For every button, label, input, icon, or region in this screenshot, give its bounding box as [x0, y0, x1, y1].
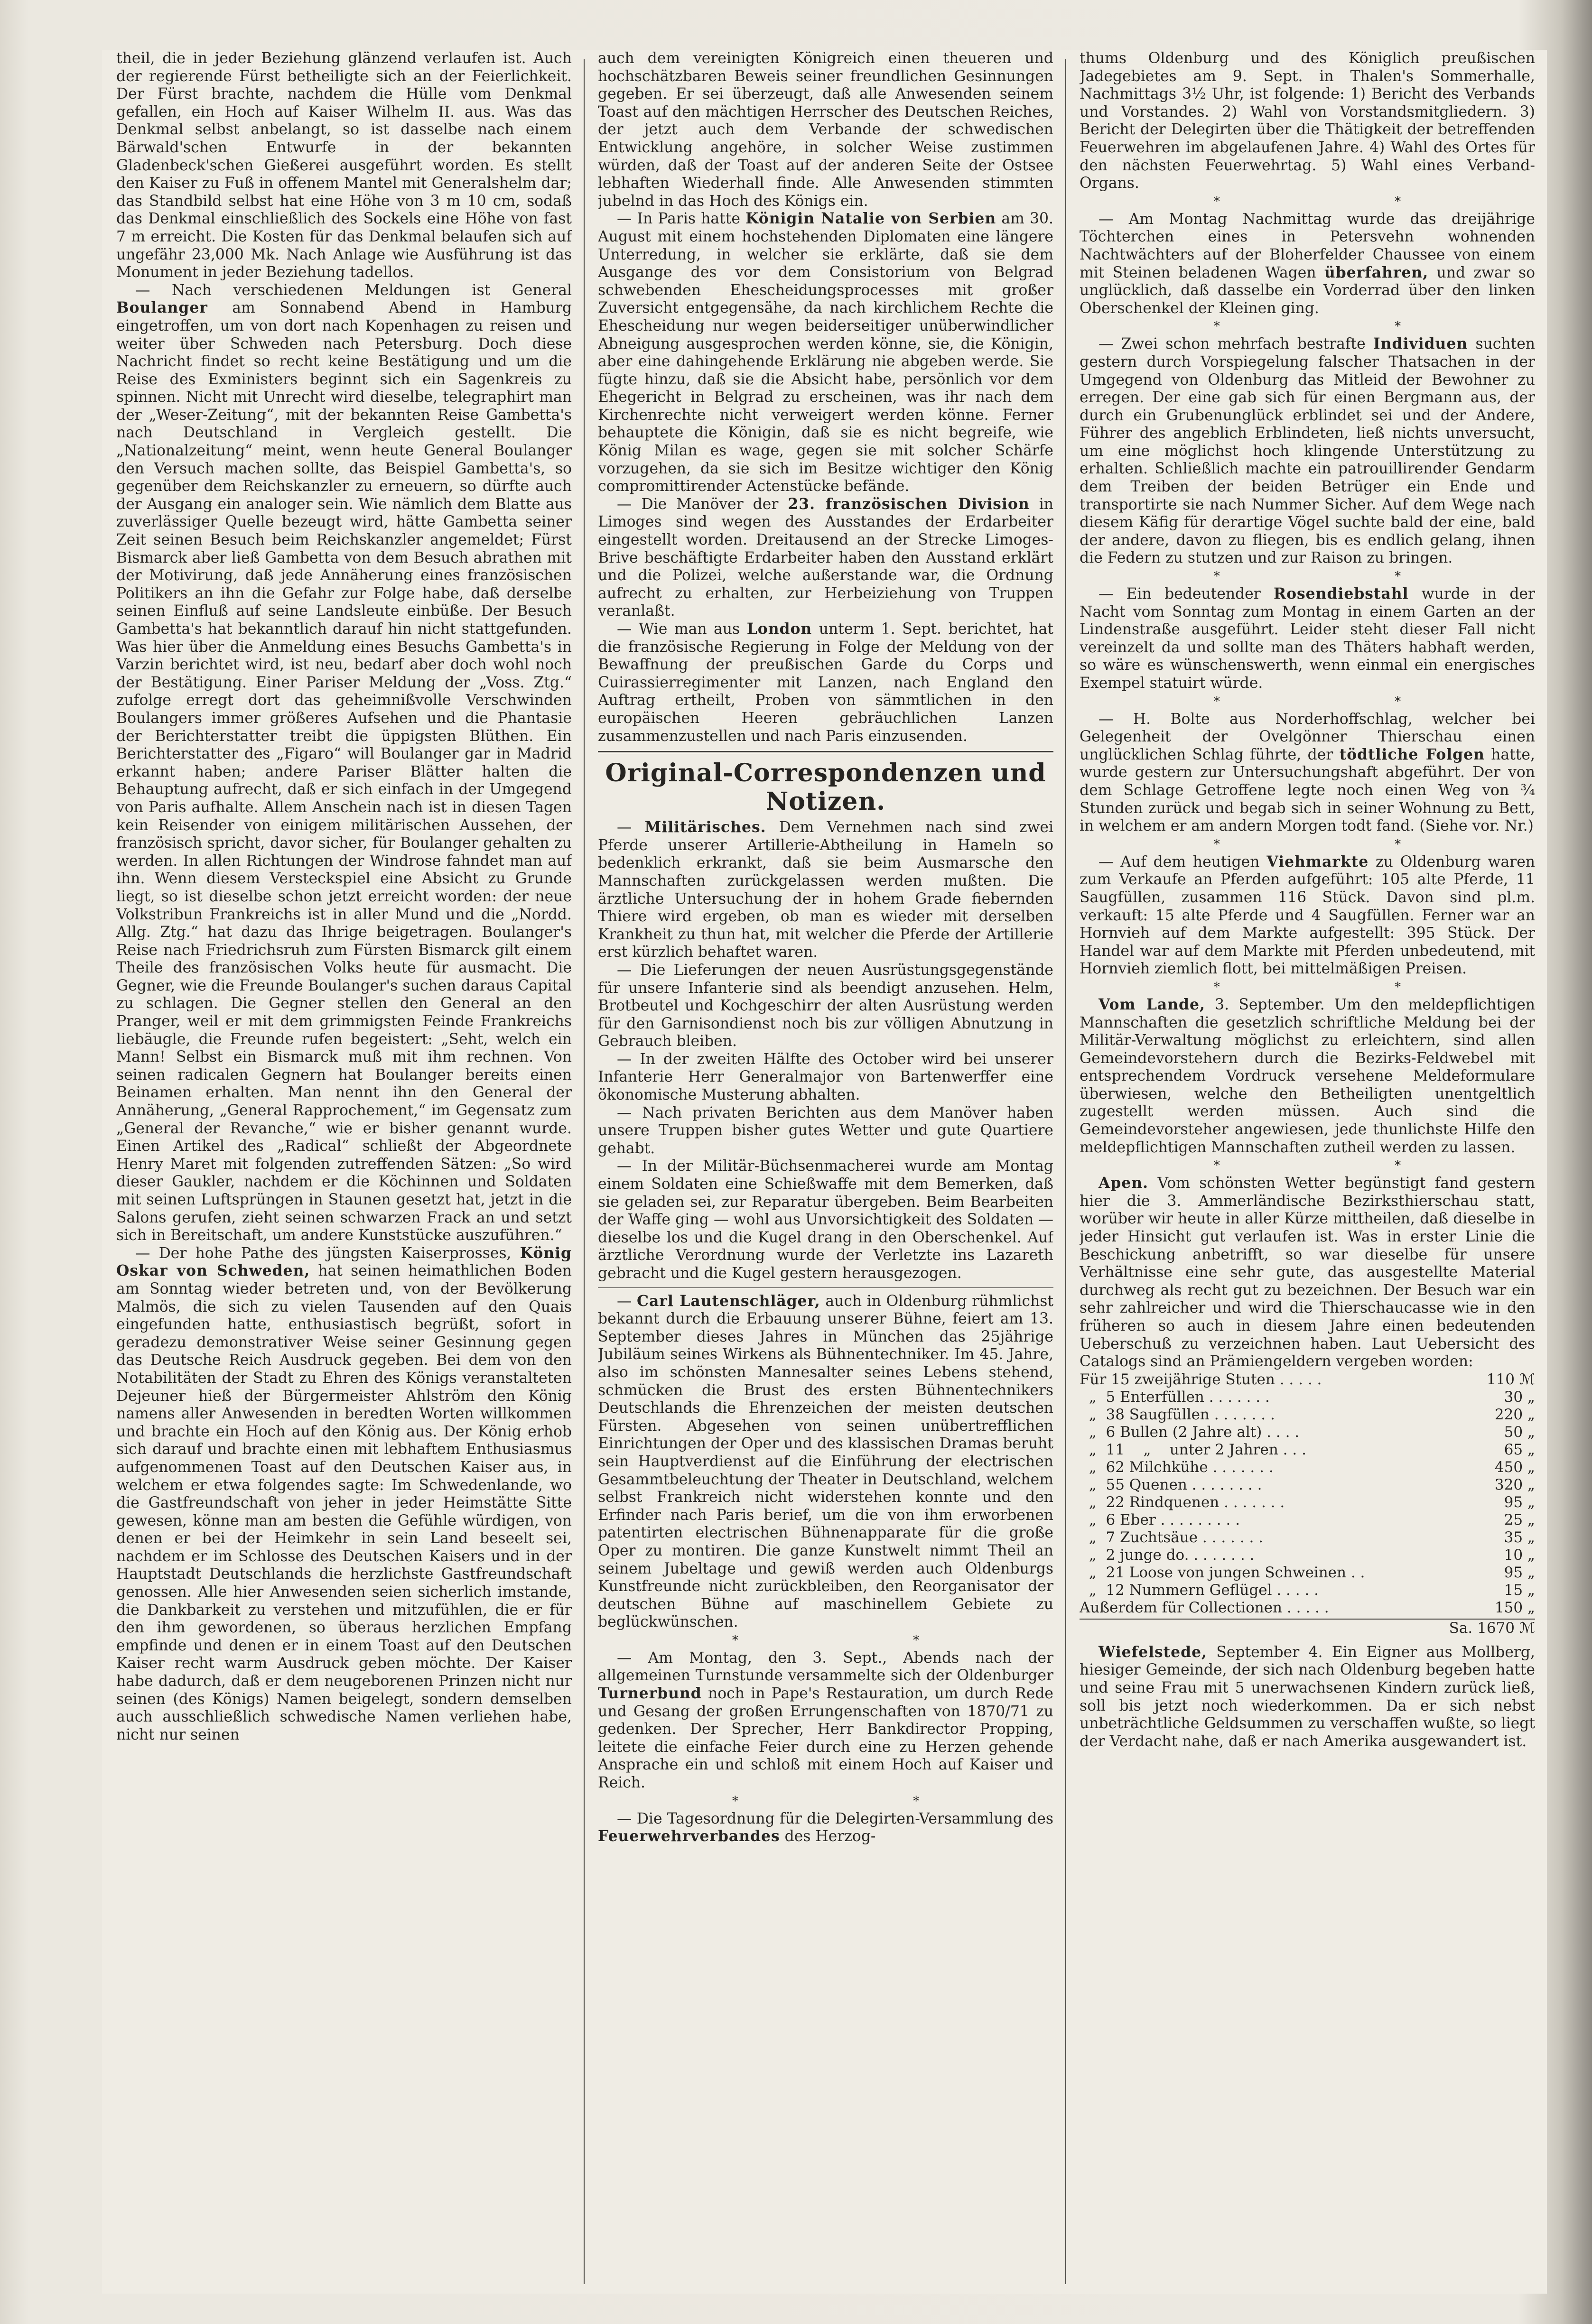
star-separator: * *	[1213, 694, 1487, 709]
article-boulanger	[116, 282, 572, 1245]
prize-row	[1080, 1406, 1535, 1424]
article-text: — In der zweiten Hälfte des October wird bei unserer Infanterie Herr Generalmajor von Bartenwerffer eine ökonomische Musterung abhalten.	[598, 1050, 1053, 1104]
article-text: — Zwei schon mehrfach bestrafte	[1099, 335, 1373, 353]
article-keyword: Königin Natalie von Serbien	[745, 210, 996, 228]
article-text: unterm 1. Sept. berichtet, hat die französische Regierung in Folge der Meldung von der Bewaffnung der preußischen Garde du Corps und Cuirassierregimenter mit Lanzen, nach England den Auftrag ertheilt, Proben von sämmtlichen in den europäischen Heeren gebräuchlichen Lanzen zusammenzustellen und nach Paris einzusenden.	[598, 620, 1053, 745]
article-text: hat seinen heimathlichen Boden am Sonntag wieder betreten und, von der Bevölkerung Malmös, die sich zu vielen Tausenden auf den Quais eingefunden hatte, enthusiastisch begrüßt, sofort in geradezu demonstrativer Weise seiner Gesinnung gegen das Deutsche Reich Ausdruck gegeben. Bei dem von den Notabilitäten der Stadt zu Ehren des Königs veranstalteten Dejeuner hieß der Bürgermeister Ahlström den König namens aller Anwesenden in beredten Worten willkommen und brachte ein Hoch auf den König aus. Der König erhob sich darauf und brachte einen mit lebhaftem Enthusiasmus aufgenommenen Toast auf den Deutschen Kaiser aus, in welchem er etwa folgendes sagte: Im Schwedenlande, wo die Gastfreundschaft von jeher in jeder Heimstätte Sitte gewesen, könne man am besten die Gefühle würdigen, von denen er bei der Heimkehr in sein Land beseelt sei, nachdem er im Schlosse des Deutschen Kaisers und in der Hauptstadt Deutschlands die herzlichste Gastfreundschaft genossen. Alle hier Anwesenden seien sicherlich imstande, die Dankbarkeit zu verstehen und mitzufühlen, die er für den ihm gewordenen, so überaus herzlichen Empfang empfinde und denen er in einem Toast auf den Deutschen Kaiser recht warm Ausdruck geben möchte. Der Kaiser habe dadurch, daß er dem neugeborenen Prinzen nicht nur seinen (des Königs) Namen beigelegt, sondern demselben auch ausschließlich schwedische Namen verliehen habe, nicht nur seinen	[116, 1262, 572, 1743]
article-text: — Nach privaten Berichten aus dem Manöver haben unsere Truppen bisher gutes Wetter und gute Quartiere gehabt.	[598, 1104, 1053, 1157]
prize-value: 50 „	[1504, 1423, 1535, 1441]
article-turnerbund	[598, 1649, 1053, 1792]
prize-label: „ 12 Nummern Geflügel . . . . .	[1080, 1581, 1319, 1599]
prize-row	[1080, 1546, 1535, 1564]
star-separator: * *	[1213, 194, 1487, 209]
star-separator: * *	[1213, 569, 1487, 584]
prize-label: „ 6 Bullen (2 Jahre alt) . . . .	[1080, 1423, 1300, 1441]
star-separator: * *	[732, 1794, 1005, 1808]
prize-label: „ 7 Zuchtsäue . . . . . . .	[1080, 1528, 1264, 1546]
article-keyword: Viehmarkte	[1266, 853, 1369, 870]
article-text: theil, die in jeder Beziehung glänzend verlaufen ist. Auch der regierende Fürst betheiligte sich an der Feierlichkeit. Der Fürst brachte, nachdem die Hülle vom Denkmal gefallen, ein Hoch auf Kaiser Wilhelm II. aus. Was das Denkmal selbst anbelangt, so ist dasselbe nach einem Bärwald'schen Entwurfe in der bekannten Gladenbeck'schen Gießerei ausgeführt worden. Es stellt den Kaiser zu Fuß in offenem Mantel mit Generalshelm dar; das Standbild selbst hat eine Höhe von 3 m 10 cm, sodaß das Denkmal einschließlich des Sockels eine Höhe von fast 7 m erreicht. Die Kosten für das Denkmal belaufen sich auf ungefähr 23,000 Mk. Nach Anlage wie Ausführung ist das Monument in jeder Beziehung tadellos.	[116, 50, 572, 281]
prize-row	[1080, 1511, 1535, 1529]
article-keyword: König Oskar von Schweden,	[116, 1244, 572, 1280]
star-separator: * *	[1213, 1158, 1487, 1173]
article-natalie	[598, 210, 1053, 496]
prize-value: 10 „	[1504, 1546, 1535, 1564]
article-text: und zwar so unglücklich, daß dasselbe ein Vorderrad über den linken Oberschenkel der Kleinen ging.	[1080, 264, 1535, 317]
article-text: wurde in der Nacht vom Sonntag zum Montag in einem Garten an der Lindenstraße ausgeführt. Leider steht dieser Fall nicht vereinzelt da und sollte man des Thäters habhaft werden, so wäre es wünschenswerth, wenn einmal ein energisches Exempel statuirt würde.	[1080, 585, 1535, 692]
prize-row	[1080, 1441, 1535, 1459]
article-text: — Der hohe Pathe des jüngsten Kaiserprosses,	[135, 1244, 520, 1262]
article-individuen	[1080, 335, 1535, 567]
article-keyword: Carl Lautenschläger,	[636, 1292, 820, 1310]
article-text: zu Oldenburg waren zum Verkaufe an Pferden aufgeführt: 105 alte Pferde, 11 Saugfüllen, zusammen 116 Stück. Davon sind pl.m. verkauft: 15 alte Pferde und 4 Saugfüllen. Ferner war an Hornvieh auf dem Markte aufgestellt: 395 Stück. Der Handel war auf dem Markte mit Pferden unbedeutend, mit Hornvieh ziemlich flott, bei mittelmäßigen Preisen.	[1080, 853, 1535, 978]
column-1	[116, 50, 572, 2294]
article-text: — Am Montag Nachmittag wurde das dreijährige Töchterchen eines in Petersvehn wohnenden Nachtwächters auf der Bloherfelder Chaussee von einem mit Steinen beladenen Wagen	[1080, 210, 1535, 281]
section-heading: Original-Correspondenzen und Notizen.	[605, 759, 1046, 816]
prize-value: 30 „	[1504, 1388, 1535, 1406]
prize-value: 220 „	[1494, 1406, 1535, 1423]
article-text: in Limoges sind wegen des Ausstandes der Erdarbeiter eingestellt worden. Dreitausend an der Strecke Limoges-Brive beschäftigte Erdarbeiter haben den Ausstand erklärt und die Polizei, welche außerstande war, die Ordnung aufrecht zu erhalten, zur Herbeiziehung von Truppen veranlaßt.	[598, 495, 1053, 620]
star-separator: * *	[1213, 319, 1487, 334]
article-keyword: Rosendiebstahl	[1273, 585, 1409, 603]
prize-value: 95 „	[1504, 1564, 1535, 1581]
article-text: September 4. Ein Eigner aus Mollberg, hiesiger Gemeinde, der sich nach Oldenburg begeben hatte und seine Frau mit 5 unerwachsenen Kindern zurück ließ, soll bis jetzt noch wiederkommen. Da er sich nebst unbeträchtliche Geldsummen zu verschaffen wußte, so liegt der Verdacht nahe, daß er nach Amerika ausgewandert ist.	[1080, 1643, 1535, 1750]
article-keyword: Boulanger	[116, 299, 208, 317]
article-text: — Die Manöver der	[617, 495, 788, 513]
article-london	[598, 620, 1053, 745]
star-separator: * *	[1213, 837, 1487, 852]
article-text: — In der Militär-Büchsenmacherei wurde am Montag einem Soldaten eine Schießwaffe mit dem Bemerken, daß sie geladen sei, zur Reparatur übergeben. Beim Bearbeiten der Waffe ging — wohl aus Unvorsichtigkeit des Soldaten — dieselbe los und die Kugel drang in den Oberschenkel. Auf ärztliche Verordnung wurde der Verletzte ins Lazareth gebracht und die Kugel gestern herausgezogen.	[598, 1157, 1053, 1282]
star-separator: * *	[1213, 980, 1487, 994]
article-division	[598, 496, 1053, 620]
article-keyword: tödtliche Folgen	[1339, 746, 1485, 763]
article-ueberfahren	[1080, 211, 1535, 318]
prize-label: „ 22 Rindquenen . . . . . . .	[1080, 1493, 1285, 1511]
article-text: — Die Tagesordnung für die Delegirten-Versammlung des	[617, 1810, 1053, 1827]
prize-label: „ 62 Milchkühe . . . . . . .	[1080, 1458, 1274, 1476]
prize-value: 25 „	[1504, 1511, 1535, 1528]
article-text: noch in Pape's Restauration, um durch Rede und Gesang der großen Errungenschaften von 1870/71 zu gedenken. Der Sprecher, Herr Bankdirector Propping, leitete die einfache Feier durch eine zu Herzen gehende Ansprache ein und schloß mit einem Hoch auf Kaiser und Reich.	[598, 1685, 1053, 1792]
article-text: Dem Vernehmen nach sind zwei Pferde unserer Artillerie-Abtheilung in Hameln so bedenklich erkrankt, daß sie beim Ausmarsche den Mannschaften zurückgelassen werden mußten. Die ärztliche Untersuchung der in hohem Grade fiebernden Thiere wird ergeben, ob man es wieder mit derselben Krankheit zu thun hat, mit welcher die Pferde der Artillerie erst kürzlich behaftet waren.	[598, 819, 1053, 961]
article-text: suchten gestern durch Vorspiegelung falscher Thatsachen in der Umgegend von Oldenburg das Mitleid der Bewohner zu erregen. Der eine gab sich für einen Bergmann aus, der durch ein Grubenunglück erblindet sei und der Andere, Führer des angeblich Erblindeten, ließ nichts unversucht, um eine möglichst hoch klingende Unterstützung zu erhalten. Schließlich machte ein patrouillirender Gendarm dem Treiben der beiden Betrüger ein Ende und transportirte sie nach Nummer Sicher. Auf dem Wege nach diesem Käfig für derartige Vögel suchte bald der eine, bald der andere, davon zu fliegen, bis es endlich gelang, ihnen die Federn zu stutzen und zur Raison zu bringen.	[1080, 335, 1535, 567]
article-keyword: London	[746, 620, 812, 638]
newspaper-page	[102, 50, 1547, 2294]
article-wiefelstede	[1080, 1644, 1535, 1751]
article-lautenschlaeger	[598, 1293, 1053, 1631]
article-keyword: Individuen	[1373, 335, 1468, 353]
prize-row	[1080, 1476, 1535, 1494]
article-viehmarkt	[1080, 853, 1535, 978]
prize-row	[1080, 1494, 1535, 1511]
column-3	[1080, 50, 1535, 2294]
article-keyword: 23. französischen Division	[788, 495, 1030, 513]
prize-value: 150 „	[1494, 1599, 1535, 1616]
article-text: 3. September. Um den meldepflichtigen Mannschaften die gesetzlich schriftliche Meldung bei der Militär-Verwaltung möglichst zu erleichtern, sind allen Gemeindevorstehern durch die Bezirks-Feldwebel mit entsprechendem Vordruck versehene Meldeformulare überwiesen, welche den Betheiligten unentgeltlich zugestellt werden müssen. Auch sind die Gemeindevorsteher angewiesen, jede thunlichste Hilfe den meldepflichtigen Mannschaften zutheil werden zu lassen.	[1080, 996, 1535, 1156]
prize-row	[1080, 1529, 1535, 1546]
prize-row	[1080, 1582, 1535, 1599]
article-text: — Die Lieferungen der neuen Ausrüstungsgegenstände für unsere Infanterie sind als beendigt anzusehen. Helm, Brotbeutel und Kochgeschirr der alten Ausrüstung werden für den Garnisondienst noch bis zur völligen Abnutzung in Gebrauch bleiben.	[598, 961, 1053, 1050]
article-keyword: überfahren,	[1324, 264, 1429, 281]
prize-value: 95 „	[1504, 1493, 1535, 1511]
article-text: — Am Montag, den 3. Sept., Abends nach der allgemeinen Turnstunde versammelte sich der Oldenburger	[598, 1649, 1053, 1685]
prize-row	[1080, 1389, 1535, 1406]
article-text: — Nach verschiedenen Meldungen ist General	[135, 281, 572, 299]
article-feuerwehr	[598, 1810, 1053, 1846]
article-text: auch dem vereinigten Königreich einen theueren und hochschätzbaren Beweis seiner freundlichen Gesinnungen gegeben. Er sei überzeugt, daß alle Anwesenden seinem Toast auf den mächtigen Herrscher des Deutschen Reiches, der jetzt auch dem Verbande der schwedischen Entwicklung angehöre, in solcher Weise zustimmen würden, daß der Toast auf der anderen Seite der Ostsee lebhaften Wiederhall finde. Alle Anwesenden stimmten jubelnd in das Hoch des Königs ein.	[598, 50, 1053, 210]
prize-label: „ 55 Quenen . . . . . . . .	[1080, 1476, 1262, 1493]
star-separator: * *	[732, 1633, 1005, 1648]
prize-label: „ 21 Loose von jungen Schweinen . .	[1080, 1564, 1365, 1581]
prize-value: 110 ℳ	[1486, 1370, 1535, 1388]
prize-value: 35 „	[1504, 1528, 1535, 1546]
prize-row	[1080, 1371, 1535, 1389]
article-text: — In Paris hatte	[617, 210, 746, 228]
prize-row	[1080, 1564, 1535, 1582]
prize-label: „ 11 „ unter 2 Jahren . . .	[1080, 1441, 1306, 1458]
article-text: auch in Oldenburg rühmlichst bekannt durch die Erbauung unserer Bühne, feiert am 13. September dieses Jahres in München das 25jährige Jubiläum seines Wirkens als Bühnentechniker. Im 45. Jahre, also im schönsten Mannesalter seines Lebens stehend, schmücken die Brust des ersten Bühnentechnikers Deutschlands die Ehrenzeichen der meisten deutschen Fürsten. Abgesehen von seinen unübertrefflichen Einrichtungen der Oper und des klassischen Dramas beruht sein Hauptverdienst auf die Einführung der electrischen Gesammtbeleuchtung der Theater in Deutschland, welchem selbst Frankreich nicht widerstehen konnte und den Erfinder nach Paris berief, um die von ihm erworbenen patentirten electrischen Bühnenapparate für die große Oper zu montiren. Die ganze Kunstwelt nimmt Theil an seinem Jubeltage und gewiß werden auch Oldenburgs Kunstfreunde nicht zurückbleiben, den Reorganisator der deutschen Bühne auf maschinellem Gebiete zu beglückwünschen.	[598, 1292, 1053, 1631]
article-keyword: Feuerwehrverbandes	[598, 1828, 780, 1845]
article-text: —	[617, 819, 645, 836]
prize-row	[1080, 1599, 1535, 1617]
prize-label: „ 38 Saugfüllen . . . . . . .	[1080, 1406, 1275, 1423]
article-apen	[1080, 1175, 1535, 1371]
article-keyword: Turnerbund	[598, 1685, 702, 1703]
article-koenig-oskar	[116, 1245, 572, 1744]
prize-label: Außerdem für Collectionen . . . . .	[1080, 1599, 1329, 1616]
article-keyword: Vom Lande,	[1099, 996, 1205, 1013]
prize-value: 15 „	[1504, 1581, 1535, 1599]
prize-row	[1080, 1424, 1535, 1441]
prize-label: „ 2 junge do. . . . . . . .	[1080, 1546, 1255, 1564]
prize-total: Sa. 1670 ℳ	[1080, 1619, 1535, 1637]
prize-table	[1080, 1371, 1535, 1617]
column-rule	[1065, 59, 1066, 2284]
prize-value: 65 „	[1504, 1441, 1535, 1458]
prize-value: 320 „	[1494, 1476, 1535, 1493]
article-vom-lande	[1080, 996, 1535, 1157]
prize-row	[1080, 1459, 1535, 1476]
prize-label: „ 5 Enterfüllen . . . . . . .	[1080, 1388, 1270, 1406]
article-keyword: Wiefelstede,	[1099, 1643, 1207, 1661]
article-text: — H. Bolte aus Norderhoffschlag, welcher bei Gelegenheit der Ovelgönner Thierschau einen unglücklichen Schlag führte, der	[1080, 710, 1535, 763]
article-text: am Sonnabend Abend in Hamburg eingetroffen, um von dort nach Kopenhagen zu reisen und weiter über Schweden nach Petersburg. Doch diese Nachricht findet so recht keine Bestätigung und um die Reise des Exministers beginnt sich ein Sagenkreis zu spinnen. Nicht mit Unrecht wird dieselbe, telegraphirt man der „Weser-Zeitung“, mit der bekannten Reise Gambetta's nach Deutschland in Vergleich gestellt. Die „Nationalzeitung“ meint, wenn heute General Boulanger den Versuch machen sollte, das Beispiel Gambetta's, so gegenüber dem Reichskanzler zu erneuern, so dürfte auch der Ausgang ein analoger sein. Wie nämlich dem Blatte aus zuverlässiger Quelle bezeugt wird, hätte Gambetta seiner Zeit seinen Besuch beim Reichskanzler angemeldet; Fürst Bismarck aber ließ Gambetta von dem Besuch abrathen mit der Motivirung, daß jede Annäherung eines französischen Politikers an ihn die Gefahr zur Folge habe, daß derselbe seinen Einfluß auf seine Landsleute einbüße. Der Besuch Gambetta's hat bekanntlich darauf hin nicht stattgefunden. Was hier über die Anmeldung eines Besuchs Gambetta's in Varzin berichtet wird, ist neu, bedarf aber doch wohl noch der Bestätigung. Einer Pariser Meldung der „Voss. Ztg.“ zufolge erregt dort das geheimnißvolle Verschwinden Boulangers immer größeres Aufsehen und die Phantasie der Berichterstatter treibt die üppigsten Blüthen. Ein Berichterstatter des „Figaro“ will Boulanger gar in Madrid erkannt haben; andere Pariser Blätter halten die Behauptung aufrecht, daß er sich einfach in der Umgegend von Paris aufhalte. Allem Anschein nach ist in diesen Tagen kein Reisender von einigem militärischen Aussehen, der französisch spricht, davor sicher, für Boulanger gehalten zu werden. In allen Richtungen der Windrose fahndet man auf ihn. Wenn diesem Versteckspiel eine Absicht zu Grunde liegt, so ist dieselbe schon jetzt erreicht worden: der neue Volkstribun Frankreichs ist in aller Mund und die „Nordd. Allg. Ztg.“ hat dazu das Ihrige beigetragen. Boulanger's Reise nach Friedrichsruh zum Fürsten Bismarck gilt einem Theile des französischen Volks heute für ausmacht. Die Gegner, wie die Freunde Boulanger's suchen daraus Capital zu schlagen. Die Gegner stellen den General an den Pranger, weil er mit dem grimmigsten Feinde Frankreichs liebäugle, die Freunde rufen begeistert: „Seht, welch ein Mann! Selbst ein Bismarck muß mit ihm rechnen. Von seinen radicalen Gegnern hat Boulanger bereits einen Beinamen erhalten. Man nennt ihn den General der Annäherung, „General Rapprochement,“ im Gegensatz zum „General der Revanche,“ wie er bisher genannt wurde. Einen Artikel des „Radical“ schließt der Abgeordnete Henry Maret mit folgenden zutreffenden Sätzen: „So wird dieser Gaukler, nachdem er die Köchinnen und Soldaten mit seinen Luftsprüngen in Staunen gesetzt hat, jetzt in die Salons gerufen, zieht seinen schwarzen Frack an und setzt sich in Bereitschaft, um andere Kunststücke auszuführen.“	[116, 299, 572, 1244]
prize-label: Für 15 zweijährige Stuten . . . . .	[1080, 1370, 1322, 1388]
article-text: — Wie man aus	[617, 620, 747, 638]
article-text: — Auf dem heutigen	[1099, 853, 1267, 870]
article-divider	[598, 1287, 1053, 1288]
article-text: Vom schönsten Wetter begünstigt fand gestern hier die 3. Ammerländische Bezirksthierschau statt, worüber wir heute in aller Kürze mittheilen, daß dieselbe in jeder Hinsicht gut verlaufen ist. Was in erster Linie die Beschickung anbetrifft, so war dieselbe für unsere Verhältnisse eine sehr gute, das ausgestellte Material durchweg als recht gut zu bezeichnen. Der Besuch war ein sehr zahlreicher und wird die Thierschaucasse wie in den früheren so auch in diesem Jahre einen bedeutenden Ueberschuß zu verzeichnen haben. Laut Uebersicht des Catalogs sind an Prämiengeldern vergeben worden:	[1080, 1175, 1535, 1370]
article-rosendiebstahl	[1080, 585, 1535, 693]
section-divider	[598, 751, 1053, 754]
article-text: — Ein bedeutender	[1099, 585, 1274, 603]
prize-value: 450 „	[1494, 1458, 1535, 1476]
article-militaerisches	[598, 819, 1053, 962]
column-2	[598, 50, 1053, 2294]
prize-label: „ 6 Eber . . . . . . . . .	[1080, 1511, 1240, 1528]
article-text: am 30. August mit einem hochstehenden Diplomaten eine längere Unterredung, in welcher sie erklärte, daß sie dem Ausgange des vor dem Consistorium von Belgrad schwebenden Ehescheidungsprocesses mit großer Zuversicht entgegensähe, da nach kirchlichem Rechte die Ehescheidung nur wegen beiderseitiger unüberwindlicher Abneigung ausgesprochen werden könne, sie, die Königin, aber eine dahingehende Erklärung nie abgeben werde. Sie fügte hinzu, daß sie die Absicht habe, persönlich vor dem Ehegericht in Belgrad zu erscheinen, was ihr nach dem Kirchenrechte nicht verweigert werden könne. Ferner behauptete die Königin, daß sie es nicht begreife, wie König Milan es wage, gegen sie mit solcher Schärfe vorzugehen, da sie sich im Besitze wichtiger den König compromittirender Actenstücke befände.	[598, 210, 1053, 495]
article-text: —	[617, 1292, 637, 1310]
column-rule	[584, 59, 585, 2284]
article-bolte	[1080, 711, 1535, 835]
article-keyword: Militärisches.	[644, 819, 766, 836]
article-keyword: Apen.	[1099, 1175, 1149, 1192]
article-text: thums Oldenburg und des Königlich preußischen Jadegebietes am 9. Sept. in Thalen's Sommerhalle, Nachmittags 3½ Uhr, ist folgende: 1) Bericht des Verbands und Vorstandes. 2) Wahl von Vorstandsmitgliedern. 3) Bericht der Delegirten über die Thätigkeit der betreffenden Feuerwehren im abgelaufenen Jahre. 4) Wahl des Ortes für den nächsten Feuerwehrtag. 5) Wahl eines Verband-Organs.	[1080, 50, 1535, 192]
article-text: des Herzog-	[780, 1828, 876, 1845]
article-text: hatte, wurde gestern zur Untersuchungshaft abgeführt. Der von dem Schlage Getroffene legte noch einen Weg von ¾ Stunden zurück und begab sich in seiner Wohnung zu Bett, in welchem er am andern Morgen todt fand. (Siehe vor. Nr.)	[1080, 746, 1535, 835]
